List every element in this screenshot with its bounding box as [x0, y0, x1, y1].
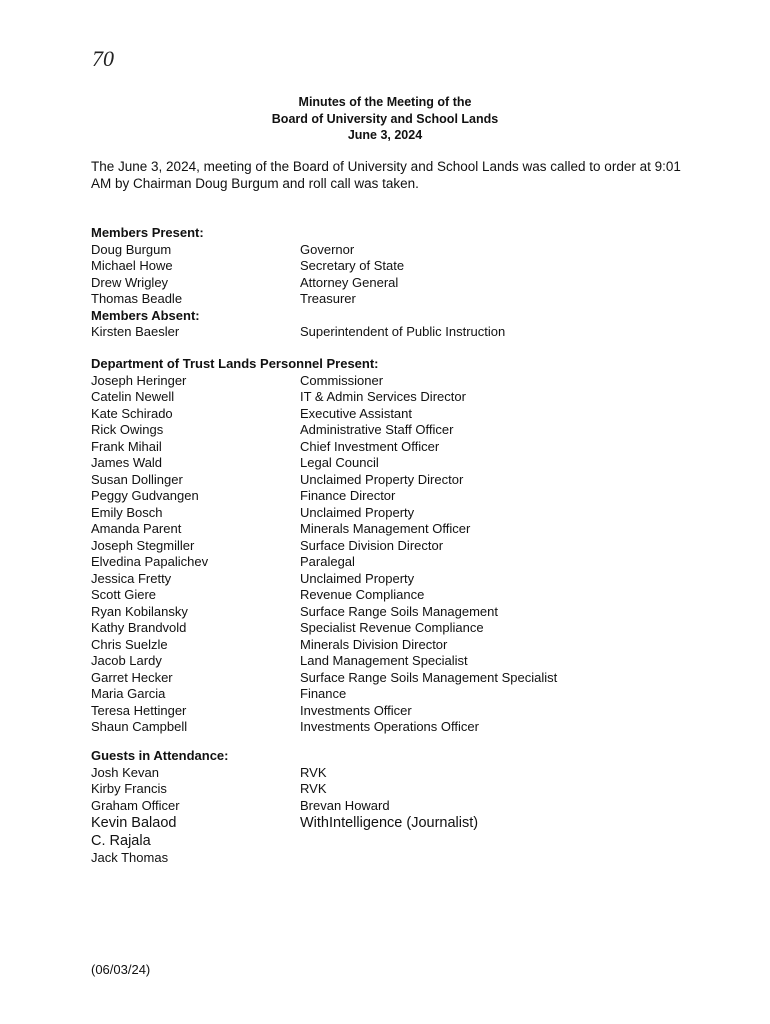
personnel-role: Finance [300, 686, 347, 701]
list-item [91, 389, 711, 406]
list-item [91, 604, 711, 621]
personnel-role: Surface Range Soils Management [300, 603, 499, 619]
personnel-role: Unclaimed Property Director [300, 471, 464, 487]
personnel-section [91, 356, 711, 736]
guests-heading: Guests in Attendance: [91, 748, 229, 763]
list-item [91, 637, 711, 654]
member-name: Michael Howe [91, 258, 173, 273]
personnel-name: James Wald [91, 455, 163, 470]
personnel-name: Garret Hecker [91, 669, 173, 685]
member-name: Drew Wrigley [91, 274, 169, 290]
list-item [91, 538, 711, 555]
title-line-1: Minutes of the Meeting of the [298, 95, 472, 109]
members-present-heading: Members Present: [91, 225, 204, 240]
personnel-role: Chief Investment Officer [300, 438, 440, 454]
footer-date: (06/03/24) [91, 962, 151, 977]
list-item [91, 275, 711, 292]
personnel-role: Paralegal [300, 554, 355, 569]
list-item [91, 291, 711, 308]
personnel-role: IT & Admin Services Director [300, 389, 466, 404]
personnel-role: Unclaimed Property [300, 504, 415, 520]
list-item [91, 781, 711, 798]
personnel-role: Minerals Division Director [300, 636, 448, 652]
title-line-2: Board of University and School Lands [271, 111, 499, 126]
personnel-name: Elvedina Papalichev [91, 554, 209, 569]
list-item [91, 406, 711, 423]
page-number: 70 [92, 46, 114, 71]
personnel-name: Peggy Gudvangen [91, 488, 199, 503]
list-item [91, 455, 711, 472]
guest-name: Kevin Balaod [91, 815, 177, 831]
personnel-name: Frank Mihail [91, 438, 162, 454]
title-line-3: June 3, 2024 [347, 128, 423, 142]
document-title [0, 94, 770, 144]
member-role: Secretary of State [300, 258, 405, 273]
personnel-name: Joseph Stegmiller [91, 537, 195, 553]
personnel-role: Surface Division Director [300, 537, 444, 553]
personnel-name: Maria Garcia [91, 686, 166, 701]
list-item [91, 798, 711, 815]
personnel-name: Jacob Lardy [91, 653, 162, 668]
list-item [91, 521, 711, 538]
guest-affiliation: RVK [300, 764, 327, 780]
member-role: Attorney General [300, 274, 399, 290]
list-item [91, 554, 711, 571]
list-item [91, 242, 711, 259]
personnel-role: Investments Operations Officer [300, 719, 479, 734]
list-item [91, 653, 711, 670]
list-item [91, 703, 711, 720]
member-name: Thomas Beadle [91, 291, 183, 306]
personnel-role: Minerals Management Officer [300, 521, 471, 536]
personnel-name: Shaun Campbell [91, 719, 188, 734]
member-name: Doug Burgum [91, 241, 172, 257]
personnel-role: Unclaimed Property [300, 570, 415, 586]
member-role: Treasurer [300, 291, 356, 306]
intro-paragraph: The June 3, 2024, meeting of the Board of University and School Lands was called to order at 9:01 AM by Chairman Doug Burgum and roll call was taken. [91, 159, 681, 191]
guest-name: Graham Officer [91, 797, 180, 813]
guest-name: Kirby Francis [91, 781, 167, 796]
personnel-role: Revenue Compliance [300, 587, 425, 602]
personnel-name: Kate Schirado [91, 405, 173, 421]
personnel-name: Teresa Hettinger [91, 702, 187, 718]
list-item [91, 422, 711, 439]
personnel-role: Administrative Staff Officer [300, 422, 454, 437]
personnel-name: Scott Giere [91, 587, 157, 602]
personnel-name: Amanda Parent [91, 521, 182, 536]
member-role: Superintendent of Public Instruction [300, 324, 506, 339]
personnel-role: Specialist Revenue Compliance [300, 620, 484, 635]
list-item [91, 373, 711, 390]
list-item [91, 488, 711, 505]
list-item [91, 258, 711, 275]
personnel-role: Executive Assistant [300, 405, 412, 421]
guest-name: C. Rajala [91, 833, 151, 849]
list-item [91, 765, 711, 782]
personnel-name: Jessica Fretty [91, 570, 172, 586]
list-item [91, 620, 711, 637]
list-item [91, 587, 711, 604]
personnel-role: Surface Range Soils Management Specialist [300, 669, 558, 685]
list-item [91, 670, 711, 687]
guest-affiliation: Brevan Howard [300, 797, 390, 813]
list-item [91, 850, 711, 867]
personnel-name: Catelin Newell [91, 389, 175, 404]
member-role: Governor [300, 241, 355, 257]
guest-affiliation: RVK [300, 781, 327, 796]
personnel-list [91, 373, 711, 736]
personnel-heading: Department of Trust Lands Personnel Present: [91, 356, 379, 371]
personnel-name: Emily Bosch [91, 504, 163, 520]
list-item [91, 832, 711, 850]
member-name: Kirsten Baesler [91, 324, 180, 339]
list-item [91, 719, 711, 736]
members-section [91, 225, 711, 341]
personnel-name: Susan Dollinger [91, 471, 183, 487]
list-item [91, 472, 711, 489]
guest-name: Jack Thomas [91, 850, 169, 865]
personnel-role: Finance Director [300, 488, 396, 503]
personnel-name: Rick Owings [91, 422, 164, 437]
personnel-name: Joseph Heringer [91, 372, 187, 388]
members-absent-heading: Members Absent: [91, 307, 200, 323]
list-item [91, 439, 711, 456]
personnel-role: Legal Council [300, 455, 379, 470]
list-item [91, 571, 711, 588]
personnel-role: Commissioner [300, 372, 384, 388]
personnel-name: Ryan Kobilansky [91, 603, 188, 619]
list-item [91, 505, 711, 522]
personnel-role: Investments Officer [300, 702, 412, 718]
personnel-role: Land Management Specialist [300, 653, 468, 668]
guest-name: Josh Kevan [91, 764, 159, 780]
list-item [91, 324, 711, 341]
personnel-name: Kathy Brandvold [91, 620, 187, 635]
guests-section [91, 748, 711, 867]
guest-affiliation: WithIntelligence (Journalist) [300, 815, 479, 831]
personnel-name: Chris Suelzle [91, 636, 168, 652]
list-item [91, 814, 711, 832]
list-item [91, 686, 711, 703]
